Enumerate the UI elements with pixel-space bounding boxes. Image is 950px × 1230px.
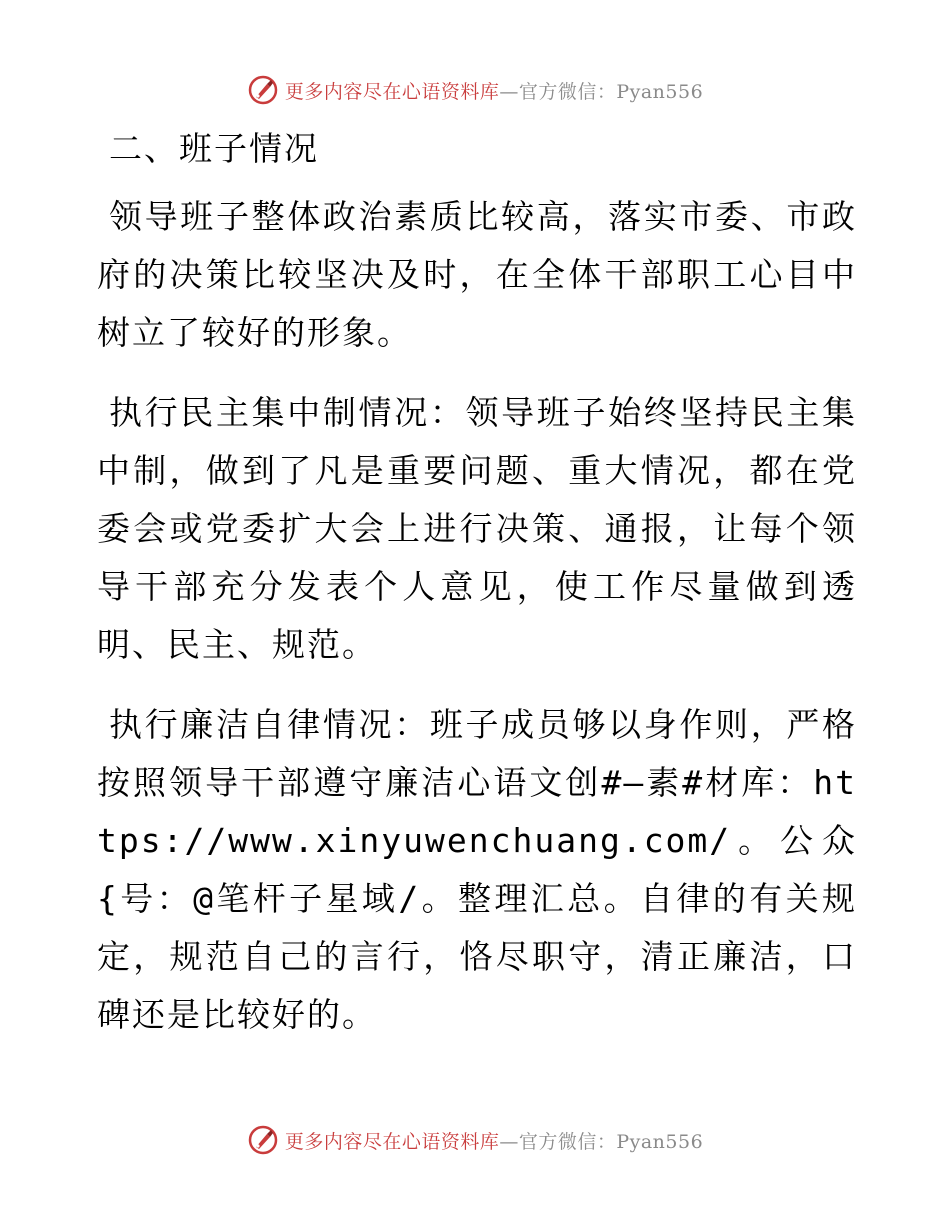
watermark-text [285, 77, 703, 104]
watermark-suffix: —官方微信：Pyan556 [499, 1130, 704, 1153]
document-body [97, 120, 857, 1066]
watermark-main: 更多内容尽在心语资料库 [284, 1130, 500, 1153]
paragraph-democratic-centralism: 执行民主集中制情况：领导班子始终坚持民主集中制，做到了凡是重要问题、重大情况，都在党委会或党委扩大会上进行决策、通报，让每个领导干部充分发表个人意见，使工作尽量做到透明、民主、规范。 [97, 393, 857, 664]
footer-watermark [0, 1120, 950, 1160]
watermark-suffix: —官方微信：Pyan556 [499, 80, 704, 103]
watermark-main: 更多内容尽在心语资料库 [284, 80, 500, 103]
watermark-text [285, 1127, 703, 1154]
pen-circle-logo-icon [247, 1124, 279, 1156]
paragraph-integrity: 执行廉洁自律情况：班子成员够以身作则，严格按照领导干部遵守廉洁心语文创#—素#材库：https://www.xinyuwenchuang.com/。公众{号：@笔杆子星域/。整理汇总。自律的有关规定，规范自己的言行，恪尽职守，清正廉洁，口碑还是比较好的。 [97, 705, 857, 1034]
section-heading: 二、班子情况 [109, 129, 319, 168]
header-watermark [0, 70, 950, 110]
paragraph-overview: 领导班子整体政治素质比较高，落实市委、市政府的决策比较坚决及时，在全体干部职工心目中树立了较好的形象。 [97, 197, 857, 352]
pen-circle-logo-icon [247, 74, 279, 106]
